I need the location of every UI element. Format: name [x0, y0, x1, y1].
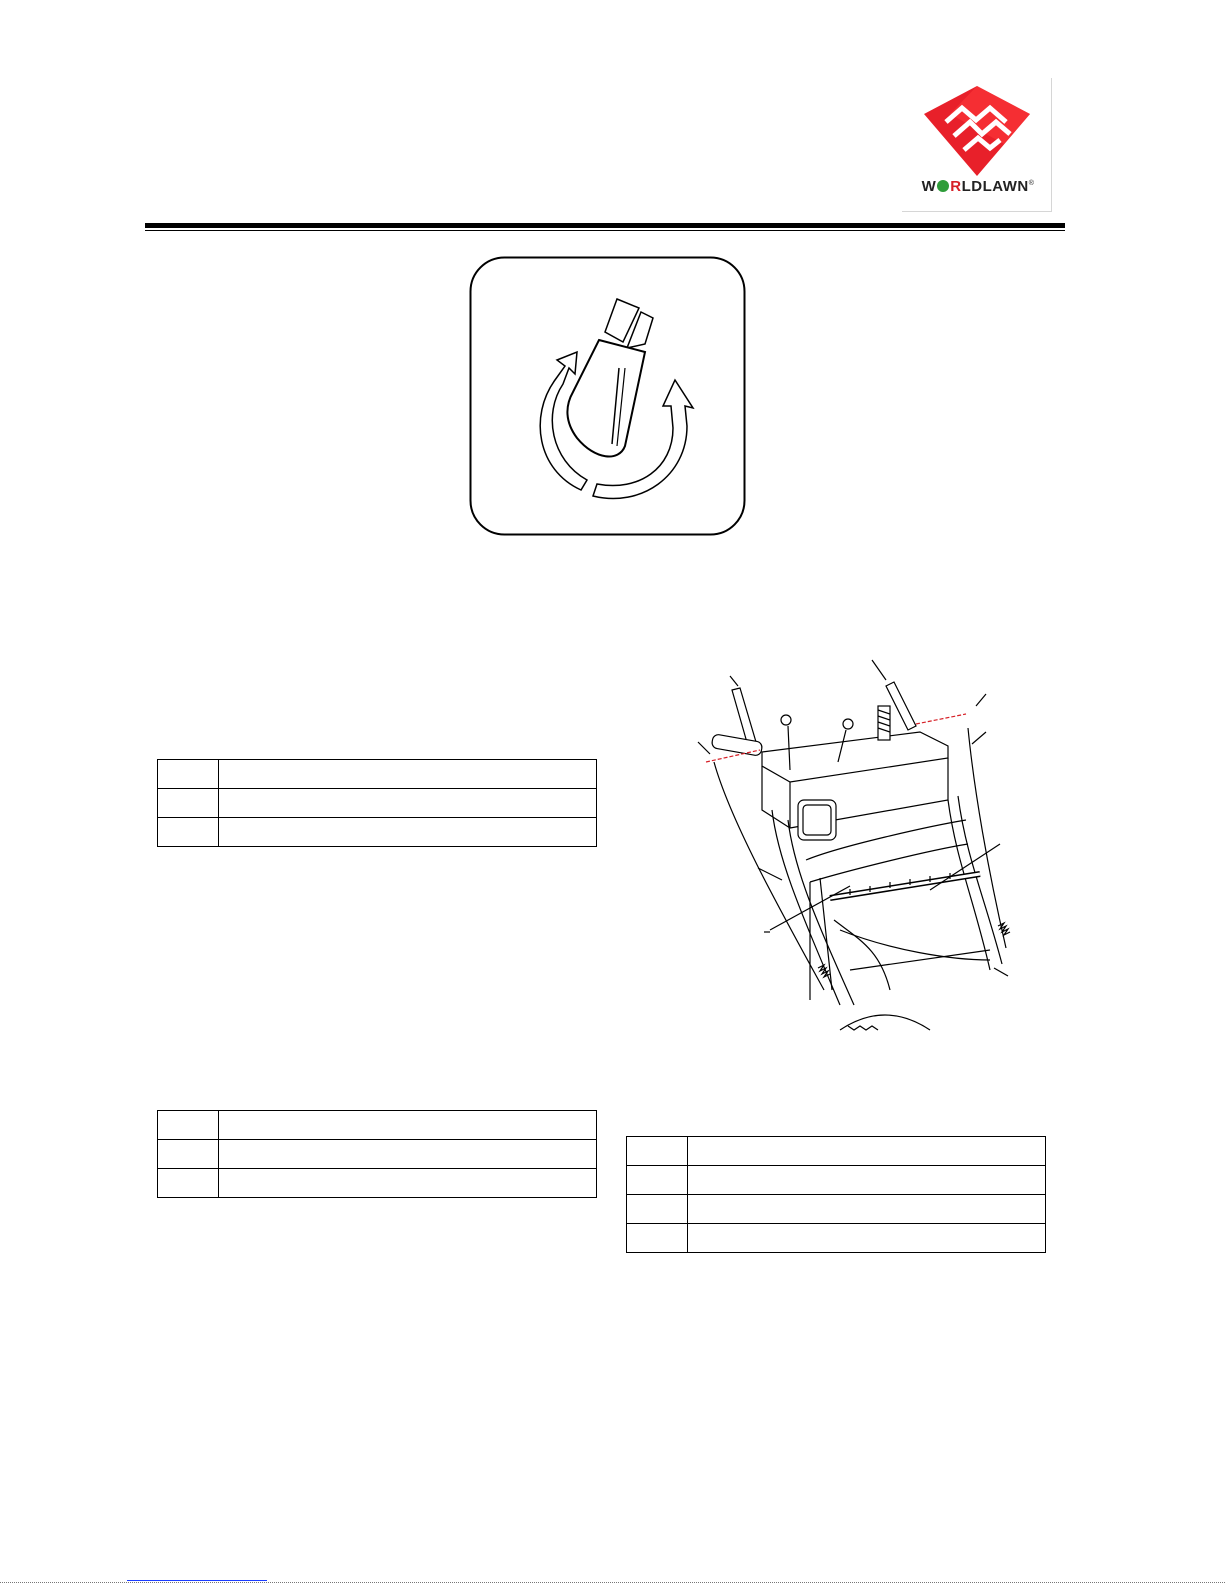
table-cell-num: [627, 1166, 688, 1195]
table-cell-desc: [219, 789, 597, 818]
table-cell-num: [158, 760, 219, 789]
footer-link-underline: [127, 1580, 267, 1581]
parts-table-1: [157, 759, 597, 847]
handle-assembly-diagram: [690, 650, 1030, 1045]
table-cell-num: [158, 1169, 219, 1198]
brand-logo-mark-icon: [920, 84, 1034, 178]
table-cell-num: [627, 1224, 688, 1253]
table-row: [158, 789, 597, 818]
table-cell-desc: [688, 1137, 1046, 1166]
chute-rotation-icon: [469, 256, 746, 536]
table-cell-desc: [688, 1166, 1046, 1195]
table-cell-desc: [219, 760, 597, 789]
header-rule-thin: [145, 230, 1065, 231]
table-cell-num: [158, 789, 219, 818]
table-row: [158, 760, 597, 789]
table-row: [158, 1169, 597, 1198]
parts-table-3: [626, 1136, 1046, 1253]
table-cell-num: [158, 1140, 219, 1169]
table-cell-desc: [219, 1111, 597, 1140]
table-row: [158, 1140, 597, 1169]
header-rule-thick: [145, 223, 1065, 228]
table-row: [627, 1166, 1046, 1195]
brand-logo-text: W RLDLAWN®: [921, 178, 1035, 195]
table-row: [158, 1111, 597, 1140]
table-cell-desc: [219, 1169, 597, 1198]
brand-logo: [902, 78, 1052, 212]
table-cell-desc: [688, 1195, 1046, 1224]
table-cell-num: [158, 818, 219, 847]
table-cell-desc: [219, 1140, 597, 1169]
table-cell-num: [158, 1111, 219, 1140]
table-cell-num: [627, 1195, 688, 1224]
table-row: [627, 1224, 1046, 1253]
table-cell-desc: [219, 818, 597, 847]
table-row: [627, 1195, 1046, 1224]
table-row: [158, 818, 597, 847]
table-cell-num: [627, 1137, 688, 1166]
parts-table-2: [157, 1110, 597, 1198]
footer-divider: [0, 1582, 1225, 1583]
table-row: [627, 1137, 1046, 1166]
table-cell-desc: [688, 1224, 1046, 1253]
